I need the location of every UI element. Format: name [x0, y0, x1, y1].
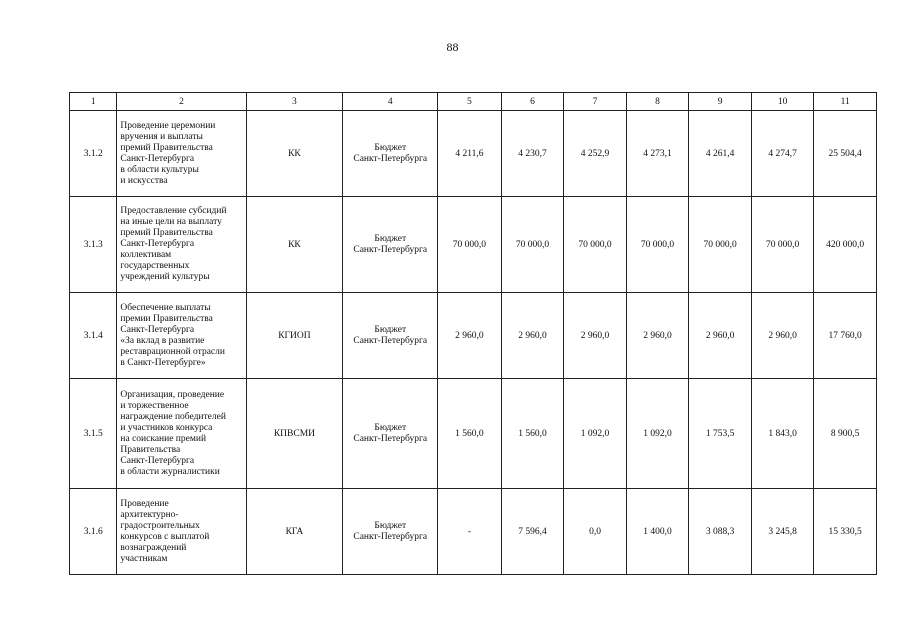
name-line: в области культуры — [120, 164, 199, 175]
source-line: Санкт-Петербурга — [353, 433, 428, 444]
source-line: Бюджет — [374, 324, 407, 335]
value-cell: 4 252,9 — [564, 111, 627, 197]
name-line: Проведение — [120, 498, 169, 509]
value-cell: - — [438, 489, 502, 575]
value-cell: 70 000,0 — [751, 197, 814, 293]
value-cell: 2 960,0 — [751, 293, 814, 379]
value-cell: 70 000,0 — [626, 197, 689, 293]
source-line: Бюджет — [374, 142, 407, 153]
funding-source — [343, 379, 438, 489]
source-line: Санкт-Петербурга — [353, 531, 428, 542]
column-header: 11 — [814, 93, 877, 111]
value-cell: 2 960,0 — [501, 293, 564, 379]
row-number: 3.1.4 — [70, 293, 117, 379]
name-line: Правительства — [120, 444, 181, 455]
source-line: Санкт-Петербурга — [353, 244, 428, 255]
name-line: и торжественное — [120, 400, 189, 411]
table-row — [70, 197, 877, 293]
name-line: коллективам — [120, 250, 172, 260]
name-line: Проведение церемонии — [120, 120, 216, 131]
value-cell: 7 596,4 — [501, 489, 564, 575]
value-cell: 1 560,0 — [501, 379, 564, 489]
value-cell: 0,0 — [564, 489, 627, 575]
name-line: государственных — [120, 261, 190, 271]
header-row — [70, 93, 877, 111]
column-header: 5 — [438, 93, 502, 111]
row-number: 3.1.5 — [70, 379, 117, 489]
row-number: 3.1.2 — [70, 111, 117, 197]
name-line: и искусства — [120, 175, 168, 186]
funding-source — [343, 489, 438, 575]
funding-source — [343, 111, 438, 197]
value-cell: 1 092,0 — [564, 379, 627, 489]
name-line: премий Правительства — [120, 228, 213, 238]
value-cell: 70 000,0 — [564, 197, 627, 293]
executor: КПВСМИ — [246, 379, 343, 489]
value-cell: 4 261,4 — [689, 111, 752, 197]
measure-name — [117, 197, 246, 293]
name-line: Санкт-Петербурга — [120, 324, 195, 335]
measure-name — [117, 489, 246, 575]
value-cell: 2 960,0 — [564, 293, 627, 379]
name-line: реставрационной отрасли — [120, 346, 225, 357]
name-line: в области журналистики — [120, 466, 220, 477]
name-line: учреждений культуры — [120, 272, 210, 282]
executor: КК — [246, 111, 343, 197]
column-header: 4 — [343, 93, 438, 111]
measure-name — [117, 379, 246, 489]
name-line: Обеспечение выплаты — [120, 302, 211, 313]
column-header: 3 — [246, 93, 343, 111]
value-cell: 70 000,0 — [689, 197, 752, 293]
value-cell: 70 000,0 — [438, 197, 502, 293]
executor: КГА — [246, 489, 343, 575]
executor: КК — [246, 197, 343, 293]
column-header: 9 — [689, 93, 752, 111]
name-line: вознаграждений — [120, 542, 187, 553]
budget-table — [69, 92, 877, 575]
name-line: Предоставление субсидий — [120, 206, 227, 216]
value-cell: 70 000,0 — [501, 197, 564, 293]
value-cell: 4 230,7 — [501, 111, 564, 197]
name-line: на соискание премий — [120, 433, 207, 444]
value-cell: 3 245,8 — [751, 489, 814, 575]
column-header: 2 — [117, 93, 246, 111]
funding-source — [343, 197, 438, 293]
value-cell: 4 274,7 — [751, 111, 814, 197]
value-cell: 3 088,3 — [689, 489, 752, 575]
name-line: конкурсов с выплатой — [120, 531, 210, 542]
value-cell: 2 960,0 — [438, 293, 502, 379]
value-cell: 2 960,0 — [626, 293, 689, 379]
measure-name — [117, 111, 246, 197]
total-cell: 17 760,0 — [814, 293, 877, 379]
value-cell: 1 092,0 — [626, 379, 689, 489]
column-header: 8 — [626, 93, 689, 111]
name-line: награждение победителей — [120, 411, 226, 422]
name-line: «За вклад в развитие — [120, 335, 205, 346]
name-line: премий Правительства — [120, 142, 213, 153]
value-cell: 4 211,6 — [438, 111, 502, 197]
table-row — [70, 379, 877, 489]
value-cell: 4 273,1 — [626, 111, 689, 197]
column-header: 1 — [70, 93, 117, 111]
funding-source — [343, 293, 438, 379]
name-line: Санкт-Петербурга — [120, 239, 195, 249]
source-line: Бюджет — [374, 520, 407, 531]
source-line: Бюджет — [374, 233, 407, 244]
total-cell: 8 900,5 — [814, 379, 877, 489]
column-header: 7 — [564, 93, 627, 111]
name-line: в Санкт-Петербурге» — [120, 357, 206, 368]
row-number: 3.1.3 — [70, 197, 117, 293]
name-line: Организация, проведение — [120, 389, 225, 400]
name-line: Санкт-Петербурга — [120, 153, 195, 164]
measure-name — [117, 293, 246, 379]
name-line: и участников конкурса — [120, 422, 213, 433]
name-line: вручения и выплаты — [120, 131, 203, 142]
row-number: 3.1.6 — [70, 489, 117, 575]
table-row — [70, 111, 877, 197]
value-cell: 1 753,5 — [689, 379, 752, 489]
value-cell: 1 400,0 — [626, 489, 689, 575]
page-number: 88 — [446, 40, 459, 54]
table-row — [70, 293, 877, 379]
name-line: Санкт-Петербурга — [120, 455, 195, 466]
source-line: Санкт-Петербурга — [353, 335, 428, 346]
value-cell: 1 843,0 — [751, 379, 814, 489]
total-cell: 420 000,0 — [814, 197, 877, 293]
table-row — [70, 489, 877, 575]
total-cell: 15 330,5 — [814, 489, 877, 575]
column-header: 10 — [751, 93, 814, 111]
executor: КГИОП — [246, 293, 343, 379]
name-line: премии Правительства — [120, 313, 213, 324]
value-cell: 2 960,0 — [689, 293, 752, 379]
source-line: Бюджет — [374, 422, 407, 433]
name-line: архитектурно- — [120, 509, 179, 520]
column-header: 6 — [501, 93, 564, 111]
value-cell: 1 560,0 — [438, 379, 502, 489]
name-line: градостроительных — [120, 520, 200, 531]
source-line: Санкт-Петербурга — [353, 153, 428, 164]
name-line: участникам — [120, 553, 168, 564]
total-cell: 25 504,4 — [814, 111, 877, 197]
name-line: на иные цели на выплату — [120, 217, 222, 227]
